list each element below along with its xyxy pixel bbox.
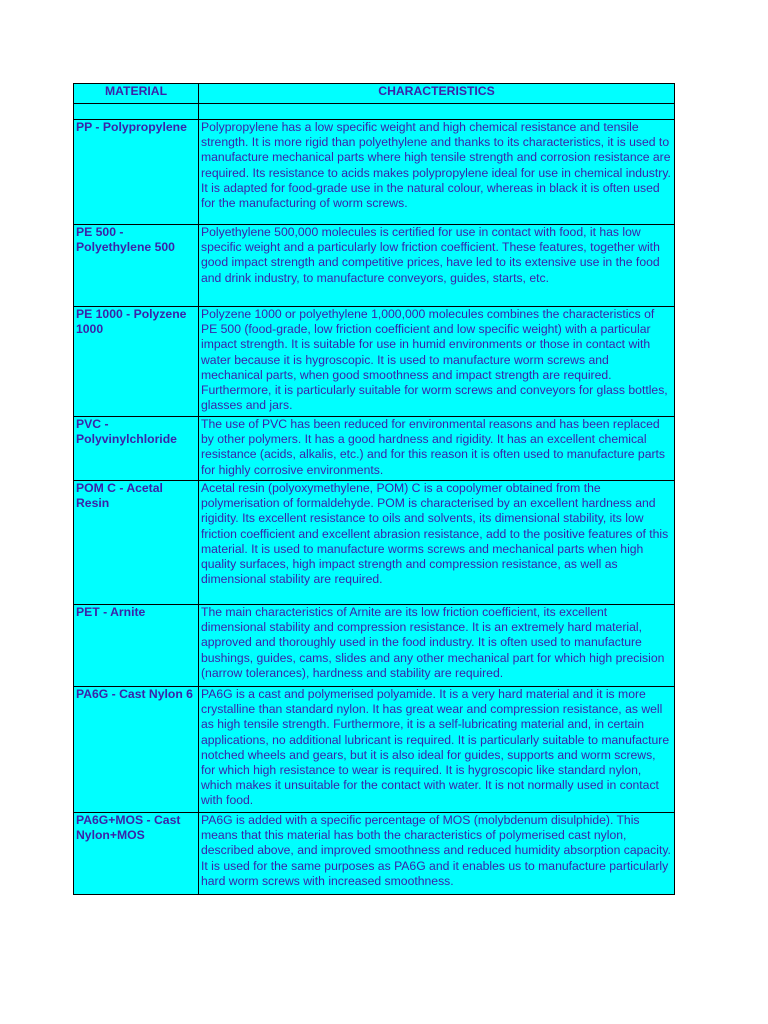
material-characteristics: Polyethylene 500,000 molecules is certified for use in contact with food, it has low specific weight and a particularly low friction coefficient. These features, together with good impact strength and competitive prices, have led to its extensive use in the food and drink industry, to manufacture conveyors, guides, starts, etc. bbox=[199, 225, 675, 307]
spacer-cell bbox=[199, 104, 675, 120]
material-characteristics: Polypropylene has a low specific weight and high chemical resistance and tensile strength. It is more rigid than polyethylene and thanks to its characteristics, it is used to manufacture mechanical parts where high tensile strength and corrosion resistance are required. Its resistance to acids makes polypropylene ideal for use in chemical industry. It is adapted for food-grade use in the natural colour, whereas in black it is often used for the manufacturing of worm screws. bbox=[199, 120, 675, 225]
material-name: PVC - Polyvinylchloride bbox=[74, 417, 199, 481]
material-name: PA6G+MOS - Cast Nylon+MOS bbox=[74, 813, 199, 895]
header-material: MATERIAL bbox=[74, 84, 199, 104]
material-name: PET - Arnite bbox=[74, 605, 199, 687]
materials-table bbox=[73, 83, 675, 895]
spacer-row bbox=[74, 104, 675, 120]
material-name: POM C - Acetal Resin bbox=[74, 481, 199, 605]
material-name: PE 1000 - Polyzene 1000 bbox=[74, 307, 199, 417]
table-row-pa6g-mos bbox=[74, 813, 675, 895]
table-row-pom bbox=[74, 481, 675, 605]
material-characteristics: Polyzene 1000 or polyethylene 1,000,000 molecules combines the characteristics of PE 500 (food-grade, low friction coefficient and low specific weight) with a particular impact strength. It is suitable for use in humid environments or those in contact with water because it is hygroscopic. It is used to manufacture worm screws and mechanical parts, when good smoothness and impact strength are required. Furthermore, it is particularly suitable for worm screws and conveyors for glass bottles, glasses and jars. bbox=[199, 307, 675, 417]
material-name: PA6G - Cast Nylon 6 bbox=[74, 687, 199, 813]
material-characteristics: PA6G is added with a specific percentage of MOS (molybdenum disulphide). This means that this material has both the characteristics of polymerised cast nylon, described above, and improved smoothness and reduced humidity absorption capacity. It is used for the same purposes as PA6G and it enables us to manufacture particularly hard worm screws with increased smoothness. bbox=[199, 813, 675, 895]
header-row bbox=[74, 84, 675, 104]
table-row-pe500 bbox=[74, 225, 675, 307]
material-characteristics: The main characteristics of Arnite are its low friction coefficient, its excellent dimensional stability and compression resistance. It is an extremely hard material, approved and thoroughly used in the food industry. It is often used to manufacture bushings, guides, cams, slides and any other mechanical part for which high precision (narrow tolerances), hardness and stability are required. bbox=[199, 605, 675, 687]
material-characteristics: The use of PVC has been reduced for environmental reasons and has been replaced by other polymers. It has a good hardness and rigidity. It has an excellent chemical resistance (acids, alkalis, etc.) and for this reason it is often used to manufacture parts for highly corrosive environments. bbox=[199, 417, 675, 481]
table-row-pa6g bbox=[74, 687, 675, 813]
table-row-pe1000 bbox=[74, 307, 675, 417]
table-row-pet bbox=[74, 605, 675, 687]
header-characteristics: CHARACTERISTICS bbox=[199, 84, 675, 104]
table-row-pvc bbox=[74, 417, 675, 481]
material-name: PP - Polypropylene bbox=[74, 120, 199, 225]
material-characteristics: PA6G is a cast and polymerised polyamide. It is a very hard material and it is more crystalline than standard nylon. It has great wear and compression resistance, as well as high tensile strength. Furthermore, it is a self-lubricating material and, in certain applications, no additional lubricant is required. It is particularly suitable to manufacture notched wheels and gears, but it is also ideal for guides, supports and worm screws, for which high resistance to wear is required. It is hygroscopic like standard nylon, which makes it unsuitable for the contact with water. It is not normally used in contact with food. bbox=[199, 687, 675, 813]
material-characteristics: Acetal resin (polyoxymethylene, POM) C is a copolymer obtained from the polymerisation of formaldehyde. POM is characterised by an excellent hardness and rigidity. Its excellent resistance to oils and solvents, its dimensional stability, its low friction coefficient and excellent abrasion resistance, add to the positive features of this material. It is used to manufacture worms screws and mechanical parts when high quality surfaces, high impact strength and compression resistance, as well as dimensional stability are required. bbox=[199, 481, 675, 605]
spreadsheet-page bbox=[73, 83, 674, 895]
material-name: PE 500 - Polyethylene 500 bbox=[74, 225, 199, 307]
table-row-pp bbox=[74, 120, 675, 225]
spacer-cell bbox=[74, 104, 199, 120]
